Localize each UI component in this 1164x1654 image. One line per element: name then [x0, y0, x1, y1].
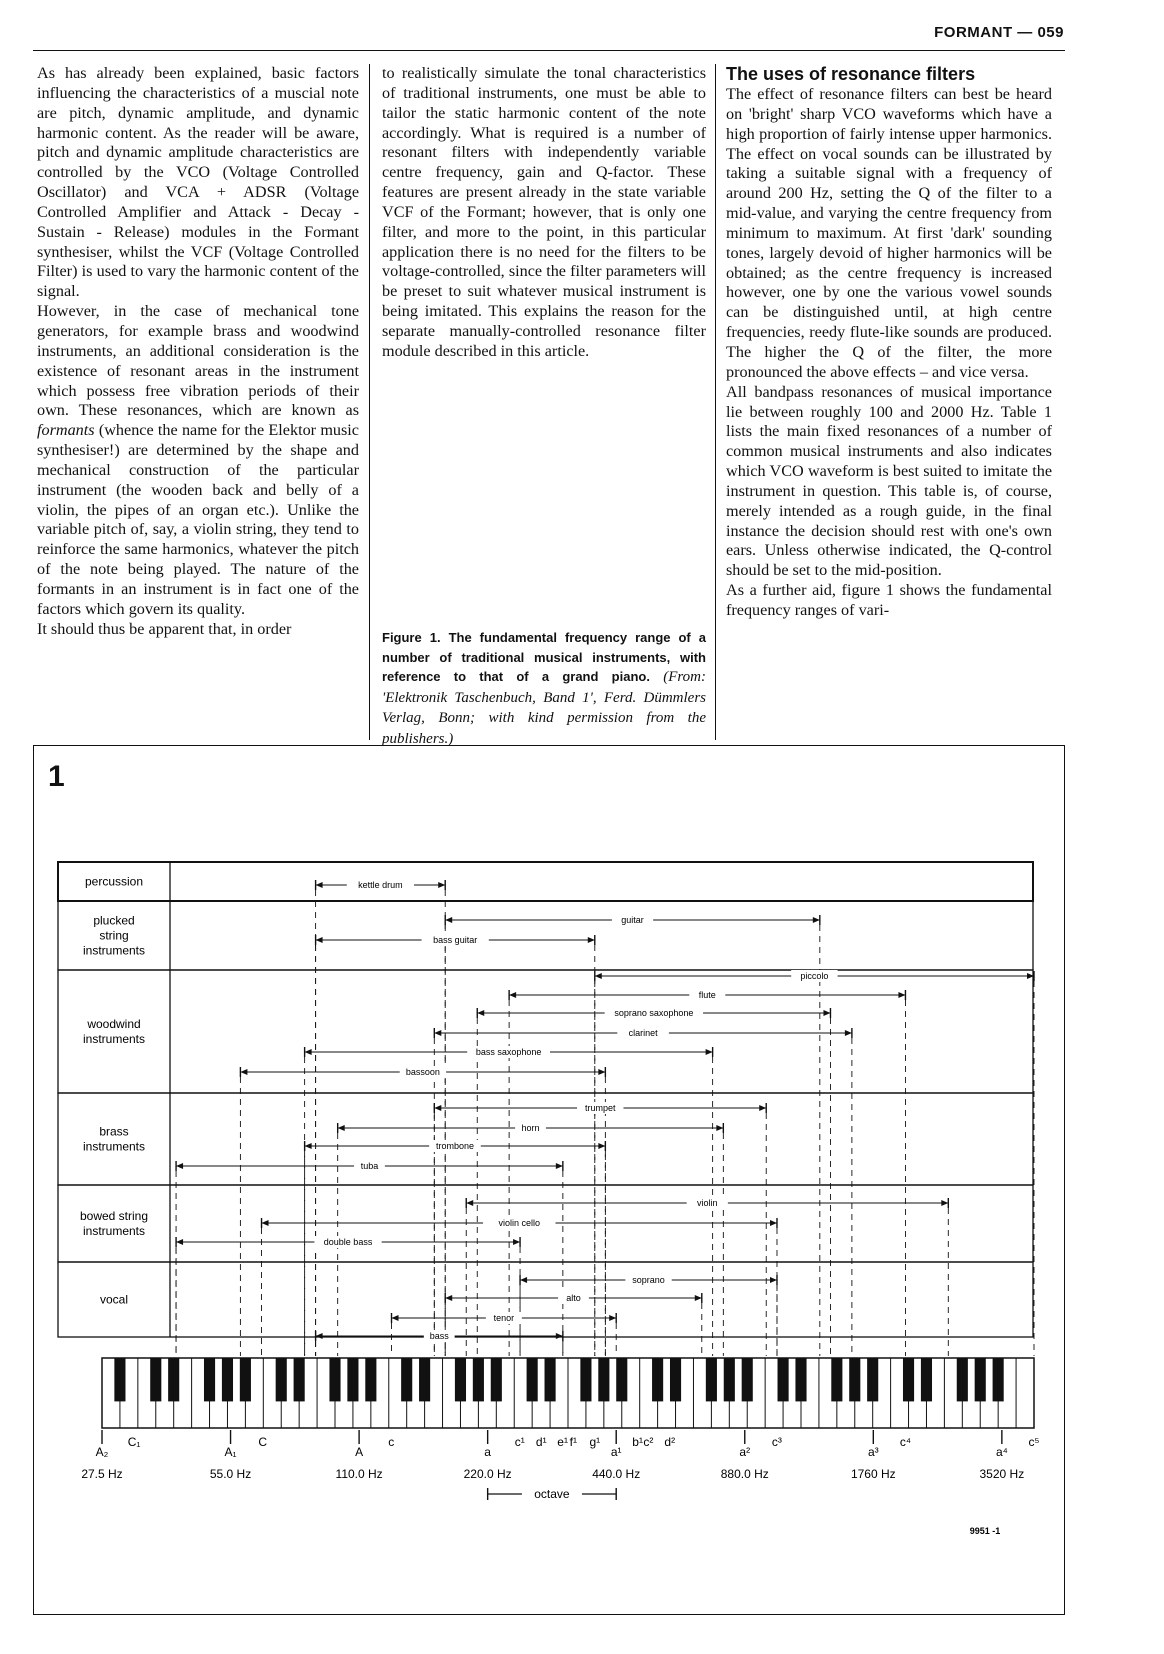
range-arrow-right-bass-saxophone: [706, 1049, 713, 1055]
range-arrow-left-alto: [445, 1295, 452, 1301]
range-arrow-left-violin: [466, 1200, 473, 1206]
note-label-note-2: A₁: [224, 1445, 237, 1459]
range-label-bass-saxophone: bass saxophone: [475, 1047, 542, 1057]
range-arrow-left-tenor: [392, 1315, 399, 1321]
piano-black-key: [347, 1358, 358, 1401]
range-arrow-left-flute: [509, 992, 516, 998]
piano-black-key: [473, 1358, 484, 1401]
note-label-note-9: e¹: [557, 1435, 568, 1449]
note-label-note-12: a¹: [610, 1445, 622, 1459]
figure-code: 9951 -1: [969, 1526, 1001, 1536]
note-label-note-18: a³: [867, 1445, 879, 1459]
piano-black-key: [276, 1358, 287, 1401]
note-label-note-17: c³: [771, 1435, 782, 1449]
note-label-note-14: c²: [643, 1435, 654, 1449]
col1-p2-end: (whence the name for the Elektor music synthesiser!) are determined by the shape and mechanical construction of the particular instrument (the wooden back and belly of a violin, the pipes of an organ etc.). Unlike the variable pitch of, say, a violin string, they tend to reinforce the same harmonics, whatever the pitch of the note being played. The nature of the formants in an instrument is in fact one of the factors which govern its quality.: [37, 421, 359, 618]
piano-black-key: [419, 1358, 430, 1401]
piano-black-key: [652, 1358, 663, 1401]
note-hz-note-18: 1760 Hz: [850, 1467, 896, 1481]
range-arrow-left-soprano-saxophone: [477, 1010, 484, 1016]
range-arrow-right-trombone: [598, 1143, 605, 1149]
col3-paragraph-1: The effect of resonance filters can best be heard on 'bright' sharp VCO waveforms which have a high proportion of fairly intense upper harmonics. The effect on vocal sounds can be illustrated by taking a suitable signal with a frequency of around 200 Hz, setting the Q of the filter to a mid-value, and varying the centre frequency from minimum to maximum. At first 'dark' sounding tones, largely devoid of higher harmonics will be obtained; as the centre frequency is increased however, one by one the various vowel sounds can be distinguished until, at high centre frequencies, reedy flute-like sounds are produced. The higher the Q of the filter, the more pronounced the above effects – and vice versa.: [726, 85, 1052, 381]
note-label-note-20: a⁴: [995, 1445, 1008, 1459]
range-arrow-left-bass-guitar: [316, 937, 323, 943]
range-label-violin: violin: [697, 1198, 718, 1208]
group-label-brass-0: brass: [99, 1124, 129, 1139]
range-arrow-left-tuba: [176, 1163, 183, 1169]
piano-black-key: [204, 1358, 215, 1401]
range-arrow-right-violin-cello: [770, 1220, 777, 1226]
piano-black-key: [491, 1358, 502, 1401]
note-label-note-7: c¹: [514, 1435, 525, 1449]
range-label-bass-guitar: bass guitar: [433, 935, 478, 945]
piano-black-key: [957, 1358, 968, 1401]
range-arrow-right-guitar: [813, 917, 820, 923]
range-arrow-left-soprano: [520, 1277, 527, 1283]
piano-black-key: [795, 1358, 806, 1401]
range-label-trombone: trombone: [435, 1141, 475, 1151]
piano-black-key: [150, 1358, 161, 1401]
note-label-note-13: b¹: [632, 1435, 643, 1449]
piano-black-key: [670, 1358, 681, 1401]
note-hz-note-20: 3520 Hz: [979, 1467, 1025, 1481]
range-arrow-left-double-bass: [176, 1239, 183, 1245]
caption-italic: (From: 'Elektronik Taschenbuch, Band 1', Ferd. Dümmlers Verlag, Bonn; with kind permission from the publishers.): [382, 669, 706, 747]
range-label-trumpet: trumpet: [585, 1103, 616, 1113]
caption-bold: Figure 1. The fundamental frequency range of a number of traditional musical instruments, with reference to that of a grand piano.: [382, 630, 706, 684]
piano-black-key: [706, 1358, 717, 1401]
piano-black-key: [222, 1358, 233, 1401]
range-arrow-left-bass: [316, 1333, 323, 1339]
piano-black-key: [365, 1358, 376, 1401]
range-arrow-right-alto: [695, 1295, 702, 1301]
piano-black-key: [778, 1358, 789, 1401]
piano-black-key: [921, 1358, 932, 1401]
piano-black-key: [616, 1358, 627, 1401]
range-arrow-left-horn: [338, 1125, 345, 1131]
range-arrow-left-trumpet: [434, 1105, 441, 1111]
range-label-soprano-saxophone: soprano saxophone: [614, 1008, 694, 1018]
page-header: FORMANT — 059: [934, 24, 1064, 41]
group-label-bowed-0: bowed string: [79, 1209, 149, 1223]
piano-black-key: [114, 1358, 125, 1401]
piano-black-key: [903, 1358, 914, 1401]
group-label-plucked-0: plucked: [93, 913, 135, 928]
octave-label: octave: [534, 1487, 570, 1501]
note-label-note-1: C₁: [127, 1435, 141, 1449]
range-label-guitar: guitar: [621, 915, 644, 925]
note-hz-note-6: 220.0 Hz: [463, 1467, 512, 1481]
range-arrow-left-piccolo: [595, 973, 602, 979]
section-heading: The uses of resonance filters: [726, 64, 976, 84]
range-label-soprano: soprano: [632, 1275, 665, 1285]
range-label-tenor: tenor: [493, 1313, 515, 1323]
piano-black-key: [329, 1358, 340, 1401]
range-label-kettle-drum: kettle drum: [358, 880, 403, 890]
col3-paragraph-3: As a further aid, figure 1 shows the fundamental frequency ranges of vari-: [726, 581, 1052, 619]
col1-paragraph-3: It should thus be apparent that, in order: [37, 619, 292, 638]
note-label-note-4: A: [355, 1445, 364, 1459]
range-arrow-right-bassoon: [598, 1069, 605, 1075]
range-arrow-right-flute: [898, 992, 905, 998]
piano-black-key: [168, 1358, 179, 1401]
piano-black-key: [527, 1358, 538, 1401]
piano-black-key: [580, 1358, 591, 1401]
group-row-plucked: [58, 901, 1033, 970]
note-label-note-3: C: [258, 1435, 268, 1449]
note-hz-note-0: 27.5 Hz: [81, 1467, 123, 1481]
group-label-plucked-1: string: [99, 928, 129, 943]
range-arrow-right-soprano-saxophone: [823, 1010, 830, 1016]
group-row-percussion: [58, 862, 1033, 901]
range-arrow-right-bass: [556, 1333, 563, 1339]
range-label-tuba: tuba: [360, 1161, 379, 1171]
piano-black-key: [993, 1358, 1004, 1401]
group-label-woodwind-1: instruments: [82, 1032, 146, 1046]
range-label-piccolo: piccolo: [800, 971, 829, 981]
note-label-note-10: f¹: [569, 1435, 578, 1449]
piano-black-key: [742, 1358, 753, 1401]
range-label-double-bass: double bass: [323, 1237, 373, 1247]
range-arrow-right-trumpet: [759, 1105, 766, 1111]
group-label-plucked-2: instruments: [82, 943, 146, 958]
range-arrow-right-double-bass: [513, 1239, 520, 1245]
note-label-note-8: d¹: [535, 1435, 547, 1449]
note-hz-note-2: 55.0 Hz: [209, 1467, 252, 1481]
col2-paragraph-1: to realistically simulate the tonal characteristics of traditional instruments, one must be able to tailor the static harmonic content of the note accordingly. What is required is a number of resonant filters with independently variable centre frequency, gain and Q-factor. These features are present already in the state variable VCF of the Formant; however, that is only one filter, and more to the point, in this particular application there is no need for the filters to be voltage-controlled, since the filter parameters will be preset to suit whatever musical instrument is being imitated. This explains the reason for the separate manually-controlled resonance filter module described in this article.: [382, 64, 706, 360]
note-label-note-21: c⁵: [1028, 1435, 1040, 1449]
group-label-vocal-0: vocal: [99, 1292, 129, 1307]
range-arrow-right-bass-guitar: [588, 937, 595, 943]
range-arrow-left-trombone: [305, 1143, 312, 1149]
range-label-violin-cello: violin cello: [498, 1218, 541, 1228]
range-arrow-right-tuba: [556, 1163, 563, 1169]
range-arrow-left-clarinet: [434, 1030, 441, 1036]
piano-black-key: [545, 1358, 556, 1401]
piano-black-key: [867, 1358, 878, 1401]
group-row-vocal: [58, 1262, 1033, 1337]
piano-black-key: [294, 1358, 305, 1401]
note-label-note-0: A₂: [95, 1445, 109, 1459]
note-label-note-19: c⁴: [899, 1435, 912, 1449]
note-hz-note-12: 440.0 Hz: [592, 1467, 641, 1481]
range-arrow-left-kettle-drum: [316, 882, 323, 888]
piano-black-key: [849, 1358, 860, 1401]
range-arrow-left-bassoon: [240, 1069, 247, 1075]
range-label-bassoon: bassoon: [405, 1067, 440, 1077]
range-arrow-right-clarinet: [845, 1030, 852, 1036]
range-arrow-right-soprano: [770, 1277, 777, 1283]
range-arrow-right-tenor: [609, 1315, 616, 1321]
piano-black-key: [724, 1358, 735, 1401]
group-label-bowed-1: instruments: [82, 1224, 146, 1238]
piano-black-key: [598, 1358, 609, 1401]
range-arrow-left-bass-saxophone: [305, 1049, 312, 1055]
piano-black-key: [975, 1358, 986, 1401]
range-label-bass: bass: [429, 1331, 449, 1341]
range-label-clarinet: clarinet: [628, 1028, 658, 1038]
note-label-note-5: c: [388, 1435, 395, 1449]
figure-number: 1: [48, 760, 65, 793]
col3-paragraph-2: All bandpass resonances of musical importance lie between roughly 100 and 2000 Hz. Table 1 lists the main fixed resonances of a number of common musical instruments and also indicates which VCO waveform is best suited to imitate the instrument in question. This table is, of course, merely intended as a rough guide, in the final instance the decision should rest with one's own ears. Unless otherwise indicated, the Q-control should be set to the mid-position.: [726, 382, 1052, 580]
piano-black-key: [240, 1358, 251, 1401]
range-label-alto: alto: [566, 1293, 581, 1303]
range-label-horn: horn: [521, 1123, 540, 1133]
formants-term: formants: [37, 421, 95, 440]
note-label-note-16: a²: [739, 1445, 751, 1459]
range-arrow-right-horn: [716, 1125, 723, 1131]
range-arrow-right-kettle-drum: [438, 882, 445, 888]
note-hz-note-16: 880.0 Hz: [720, 1467, 769, 1481]
range-label-flute: flute: [698, 990, 716, 1000]
piano-black-key: [401, 1358, 412, 1401]
note-label-note-6: a: [484, 1445, 491, 1459]
note-label-note-15: d²: [664, 1435, 676, 1449]
group-row-woodwind: [58, 970, 1033, 1093]
note-hz-note-4: 110.0 Hz: [335, 1467, 383, 1481]
group-label-woodwind-0: woodwind: [87, 1017, 141, 1031]
group-label-percussion-0: percussion: [84, 874, 144, 889]
group-label-brass-1: instruments: [82, 1139, 146, 1154]
range-arrow-right-violin: [941, 1200, 948, 1206]
range-arrow-left-violin-cello: [262, 1220, 269, 1226]
note-label-note-11: g¹: [589, 1435, 601, 1449]
piano-black-key: [455, 1358, 466, 1401]
col1-paragraph-1: As has already been explained, basic factors influencing the characteristics of a muscial note are pitch, dynamic amplitude, and dynamic harmonic content. As the reader will be aware, pitch and dynamic amplitude characteristics are controlled by the VCO (Voltage Controlled Oscillator) and VCA + ADSR (Voltage Controlled Amplifier and Attack - Decay - Sustain - Release) modules in the Formant synthesiser, whilst the VCF (Voltage Controlled Filter) is used to vary the harmonic content of the signal.: [37, 64, 359, 301]
col1-p2-start: However, in the case of mechanical tone generators, for example brass and woodwind instruments, an additional consideration is the existence of resonant areas in the instrument which possess free vibration periods of their own. These resonances, which are known as: [37, 302, 359, 420]
group-row-brass: [58, 1093, 1033, 1185]
range-arrow-left-guitar: [445, 917, 452, 923]
piano-black-key: [831, 1358, 842, 1401]
